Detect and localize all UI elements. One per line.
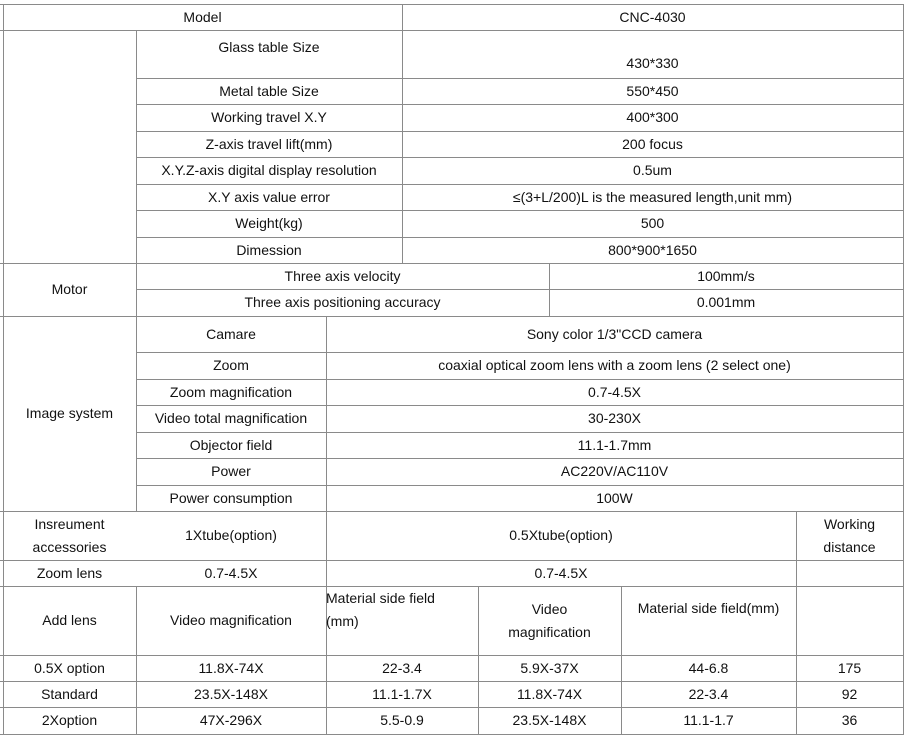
image-label: Power — [211, 463, 251, 479]
image-value: Sony color 1/3"CCD camera — [526, 325, 703, 342]
image-label: Zoom magnification — [169, 383, 293, 400]
image-value: 100W — [596, 489, 633, 506]
option-video-1x: 11.8X-74X — [198, 659, 264, 676]
spec-value: ≤(3+L/200)L is the measured length,unit mm) — [512, 188, 793, 205]
image-value: AC220V/AC110V — [560, 463, 669, 479]
option-material-05x: 44-6.8 — [688, 659, 729, 676]
option-material-05x: 22-3.4 — [688, 685, 729, 702]
motor-label: Three axis positioning accuracy — [244, 294, 441, 310]
spec-value: 200 focus — [622, 135, 683, 152]
option-video-1x: 47X-296X — [199, 712, 263, 728]
tube-1x-header: 1Xtube(option) — [185, 527, 277, 543]
zoom-lens-label: Zoom lens — [36, 564, 103, 581]
option-name: Standard — [41, 685, 98, 702]
option-material-1x: 22-3.4 — [382, 659, 422, 676]
spec-value: 400*300 — [626, 109, 679, 125]
image-value: 0.7-4.5X — [588, 383, 641, 400]
spec-label: Z-axis travel lift(mm) — [205, 135, 333, 152]
spec-label: X.Y axis value error — [208, 188, 330, 205]
col-video-magnification-05x — [478, 586, 621, 655]
spec-label: Metal table Size — [219, 82, 319, 99]
spec-value: 500 — [640, 215, 665, 231]
motor-label: Three axis velocity — [284, 267, 401, 284]
col-material-line2: (mm) — [326, 613, 359, 629]
accessories-label — [3, 511, 136, 560]
col-material-side-field — [326, 586, 478, 655]
option-video-05x: 5.9X-37X — [520, 659, 579, 676]
spec-label: Glass table Size — [218, 39, 320, 55]
option-video-05x: 11.8X-74X — [516, 685, 583, 702]
image-label: Zoom — [213, 357, 249, 373]
image-value: 30-230X — [588, 410, 641, 426]
option-name: 0.5X option — [34, 659, 105, 676]
working-distance-header — [796, 511, 903, 560]
accessories-label-line1: Insreument — [34, 515, 105, 532]
option-working-distance: 36 — [841, 712, 858, 728]
spec-value: 550*450 — [626, 82, 679, 99]
add-lens-label: Add lens — [42, 612, 97, 628]
accessories-label-line2: accessories — [32, 538, 107, 555]
zoom-lens-1x: 0.7-4.5X — [204, 564, 258, 581]
spec-value: 430*330 — [626, 55, 679, 71]
spec-label: Weight(kg) — [235, 215, 303, 231]
option-name: 2Xoption — [41, 712, 98, 728]
image-label: Objector field — [189, 436, 273, 453]
spec-value: 800*900*1650 — [608, 241, 697, 258]
image-label: Camare — [206, 325, 256, 342]
working-distance-line1: Working — [823, 515, 876, 532]
col-material-side-field-mm: Material side field(mm) — [637, 600, 780, 616]
image-system-group-label: Image system — [25, 405, 114, 421]
motor-value: 100mm/s — [697, 267, 755, 284]
option-working-distance: 175 — [837, 659, 862, 676]
option-material-1x: 11.1-1.7X — [372, 685, 432, 702]
image-value: 11.1-1.7mm — [577, 436, 652, 453]
image-value: coaxial optical zoom lens with a zoom lens (2 select one) — [438, 357, 791, 373]
model-label: Model — [183, 8, 222, 25]
col-video-line1: Video — [531, 600, 568, 617]
col-video-line2: magnification — [508, 623, 591, 640]
tube-05x-header: 0.5Xtube(option) — [509, 527, 613, 543]
spec-label: Dimession — [236, 241, 302, 258]
zoom-lens-05x: 0.7-4.5X — [534, 564, 588, 581]
option-video-1x: 23.5X-148X — [194, 685, 268, 702]
model-value: CNC-4030 — [619, 8, 686, 25]
option-material-05x: 11.1-1.7 — [683, 712, 734, 728]
motor-value: 0.001mm — [696, 294, 756, 310]
motor-group-label: Motor — [51, 281, 88, 297]
working-distance-line2: distance — [823, 538, 876, 555]
image-label: Power consumption — [169, 489, 293, 506]
col-video-magnification: Video magnification — [170, 612, 292, 628]
option-video-05x: 23.5X-148X — [512, 712, 587, 728]
option-material-1x: 5.5-0.9 — [380, 712, 424, 728]
option-working-distance: 92 — [841, 685, 858, 702]
spec-value: 0.5um — [633, 162, 672, 178]
spec-label: X.Y.Z-axis digital display resolution — [161, 162, 377, 178]
image-label: Video total magnification — [154, 410, 308, 426]
col-material-line1: Material side field — [326, 590, 435, 606]
spec-label: Working travel X.Y — [211, 109, 327, 125]
